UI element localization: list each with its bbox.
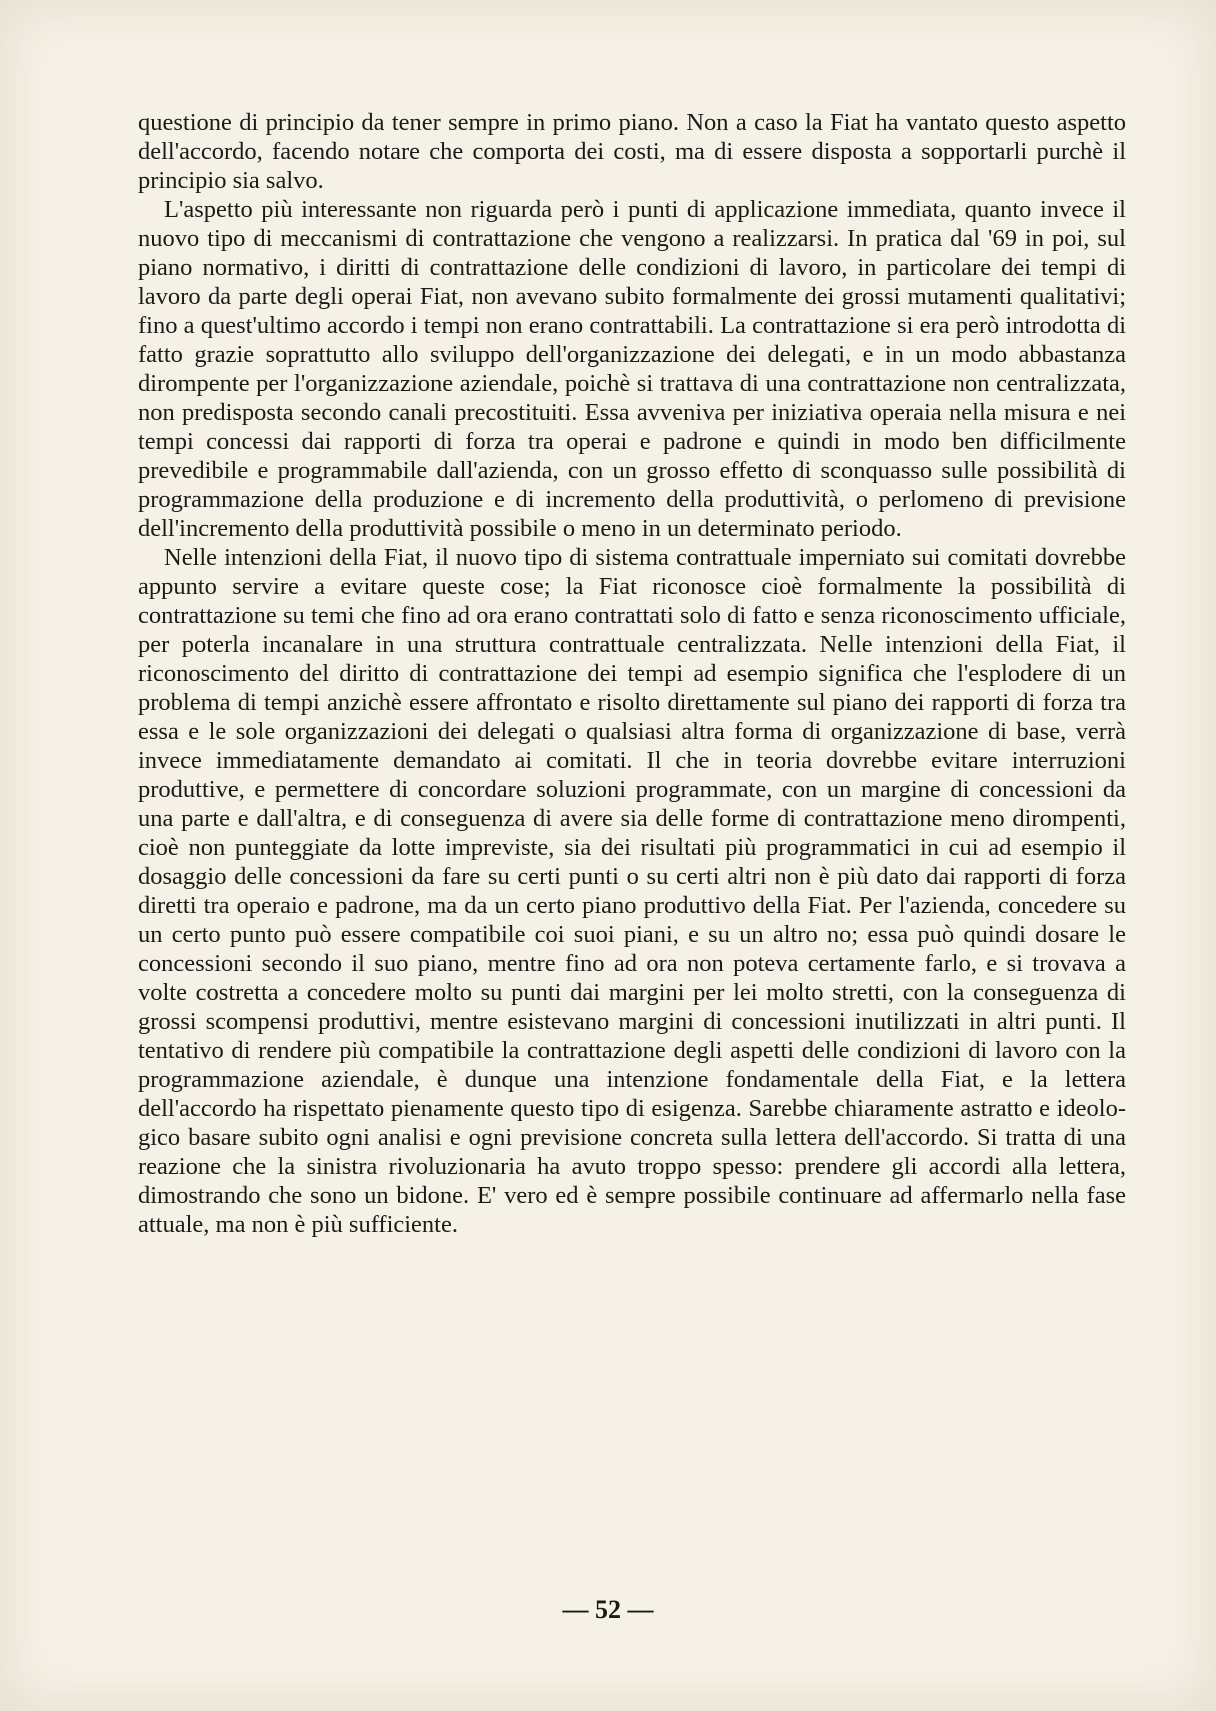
body-text bbox=[138, 108, 1126, 1239]
paragraph-3: Nelle intenzioni della Fiat, il nuovo tipo di sistema contrattuale imperniato sui comitati dovrebbe appunto servire a evitare queste cose; la Fiat riconosce cioè formalmente la possibilità di contrattazione su temi che fino ad ora erano contrattati solo di fatto e senza riconoscimento ufficiale, per poterla incanalare in una struttura contrattuale centralizzata. Nelle intenzioni della Fiat, il riconoscimento del diritto di contrattazione dei tempi ad esempio significa che l'esplodere di un problema di tempi anzichè essere affrontato e risolto direttamente sul piano dei rapporti di forza tra essa e le sole organizzazioni dei delegati o qualsiasi altra forma di organizzazione di base, verrà invece immediatamente demandato ai comitati. Il che in teoria dovrebbe evitare interruzioni produttive, e permettere di concordare soluzioni programmate, con un margine di concessioni da una parte e dall'altra, e di conseguenza di avere sia delle forme di contrattazione meno dirompenti, cioè non punteggiate da lotte impreviste, sia dei risultati più programmatici in cui ad esempio il dosaggio delle concessioni da fare su certi punti o su certi altri non è più dato dai rapporti di forza diretti tra operaio e padrone, ma da un certo piano produttivo della Fiat. Per l'azienda, concedere su un certo punto può essere compatibile coi suoi piani, e su un altro no; essa può quindi dosare le concessioni secondo il suo piano, mentre fino ad ora non poteva certamente farlo, e si trovava a volte costretta a concedere molto su punti dai margini per lei molto stretti, con la conseguenza di grossi scompensi produttivi, mentre esistevano margini di concessioni inutilizzati in altri punti. Il tentativo di rendere più compatibile la contrattazione degli aspetti delle condizioni di lavoro con la programmazione aziendale, è dunque una intenzione fondamentale della Fiat, e la lettera dell'accordo ha rispettato pienamente questo tipo di esigenza. Sarebbe chiaramente astratto e ideologico basare subito ogni analisi e ogni previsione concreta sulla lettera dell'accordo. Si tratta di una reazione che la sinistra rivoluzionaria ha avuto troppo spesso: prendere gli accordi alla lettera, dimostrando che sono un bidone. E' vero ed è sempre possibile continuare ad affermarlo nella fase attuale, ma non è più sufficiente. bbox=[138, 544, 1126, 1238]
paragraph-1: questione di principio da tener sempre in primo piano. Non a caso la Fiat ha vantato questo aspetto dell'accordo, facendo notare che comporta dei costi, ma di essere disposta a sopportarli purchè il principio sia salvo. bbox=[138, 109, 1126, 194]
page-number: — 52 — bbox=[562, 1595, 654, 1624]
paragraph-2: L'aspetto più interessante non riguarda però i punti di applicazione immediata, quanto invece il nuovo tipo di meccanismi di contrattazione che vengono a realizzarsi. In pratica dal '69 in poi, sul piano normativo, i diritti di contrattazione delle condizioni di lavoro, in particolare dei tempi di lavoro da parte degli operai Fiat, non avevano subito formalmente dei grossi mutamenti qualitativi; fino a quest'ultimo accordo i tempi non erano contrattabili. La contrattazione si era però introdotta di fatto grazie soprattutto allo sviluppo dell'organizzazione dei delegati, e in un modo abbastanza dirompente per l'organizzazione aziendale, poichè si trattava di una contrattazione non centralizzata, non predisposta secondo canali precostituiti. Essa avveniva per iniziativa operaia nella misura e nei tempi concessi dai rapporti di forza tra operai e padrone e quindi in modo ben difficilmente prevedibile e programmabile dall'azienda, con un grosso effetto di sconquasso sulle possibilità di programmazione della produzione e di incremento della produttività, o perlomeno di previsione dell'incremento della produttività possibile o meno in un determinato periodo. bbox=[138, 196, 1126, 542]
